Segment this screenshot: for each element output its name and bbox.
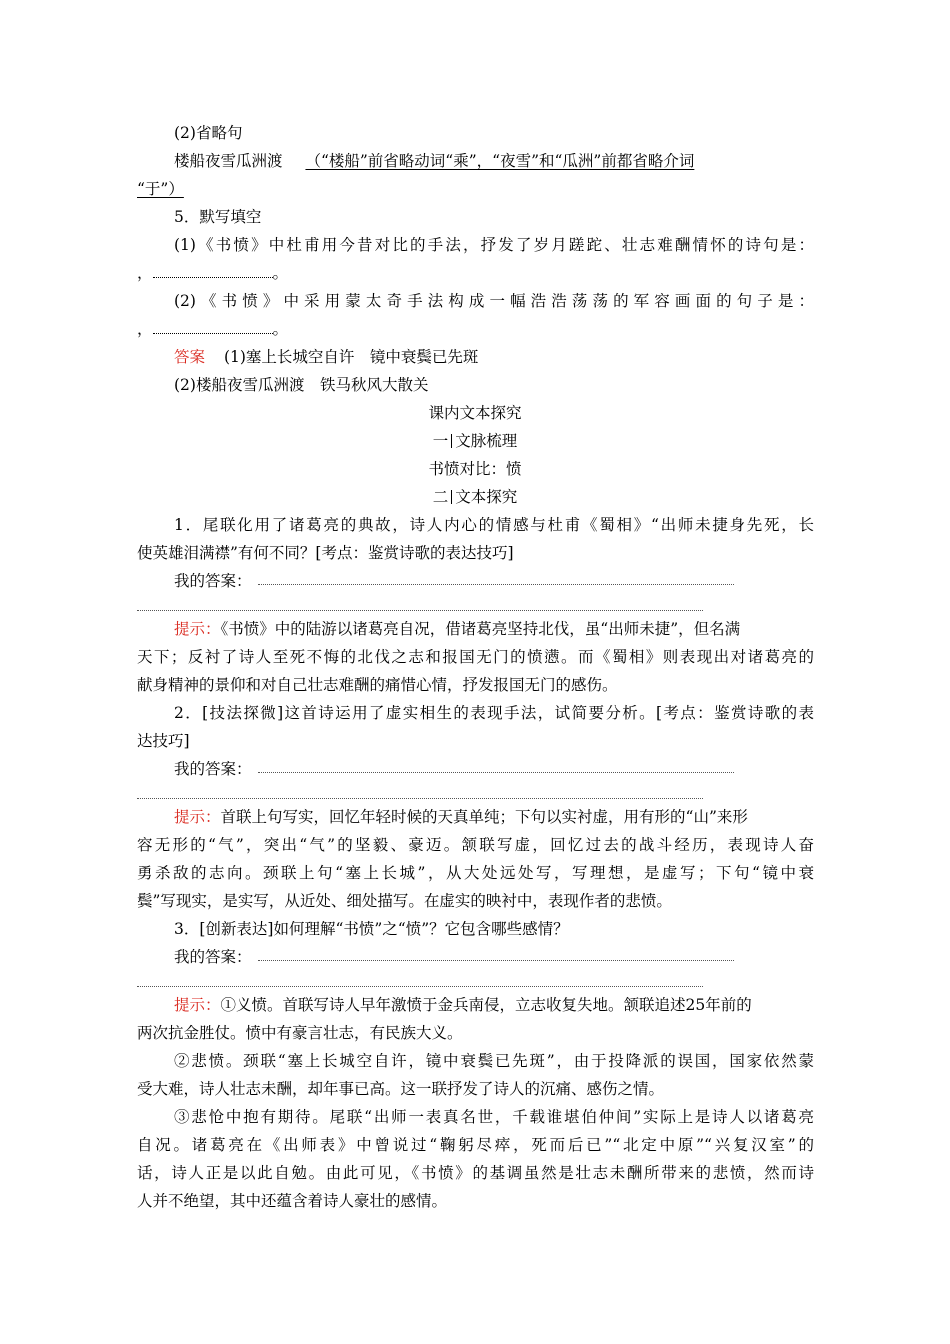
hint-text: 《书愤》中的陆游以诸葛亮自况，借诸葛亮坚持北伐，虽“出师未捷”，但名满 <box>220 620 741 638</box>
hint-1-line-1 <box>174 619 740 639</box>
heading-1-number: 一 <box>432 432 449 450</box>
hint-2-line-2: 容无形的“气”，突出“气”的坚毅、豪迈。颔联写虚，回忆过去的战斗经历，表现诗人奋 <box>137 836 814 854</box>
question-1-line-1: 1．尾联化用了诸葛亮的典故，诗人内心的情感与杜甫《蜀相》“出师未捷身先死，长 <box>174 516 814 534</box>
example-note-continued <box>137 179 184 199</box>
answer-2: (2)楼船夜雪瓜洲渡 铁马秋风大散关 <box>174 376 429 394</box>
heading-1 <box>0 431 950 451</box>
my-answer-label-2: 我的答案： <box>174 760 252 778</box>
fill-blank-row-1 <box>137 263 288 283</box>
divider <box>451 434 452 448</box>
question-1-line-2: 使英雄泪满襟”有何不同？[考点：鉴赏诗歌的表达技巧] <box>137 544 514 562</box>
hint-label: 提示： <box>174 620 221 638</box>
fill-blank-row-2 <box>137 319 288 339</box>
example-sentence: 楼船夜雪瓜洲渡 <box>174 152 283 170</box>
answer-label: 答案 <box>174 348 206 366</box>
period: 。 <box>272 264 289 282</box>
divider <box>451 490 452 504</box>
hint-1-line-2: 天下；反衬了诗人至死不悔的北伐之志和报国无门的愤懑。而《蜀相》则表现出对诸葛亮的 <box>137 648 814 666</box>
question-3: 3．[创新表达]如何理解“书愤”之“愤”？它包含哪些感情？ <box>174 920 569 938</box>
question-2-line-2: 达技巧] <box>137 732 190 750</box>
hint-3-line-6: 自况。诸葛亮在《出师表》中曾说过“鞠躬尽瘁，死而后已”“北定中原”“兴复汉室”的 <box>137 1136 814 1154</box>
answer-line[interactable] <box>137 798 703 799</box>
hint-3-line-2: 两次抗金胜仗。愤中有豪言壮志，有民族大义。 <box>137 1024 463 1042</box>
heading-2-number: 二 <box>432 488 449 506</box>
heading-main: 课内文本探究 <box>428 404 522 422</box>
hint-label: 提示： <box>174 996 221 1014</box>
heading-1-sub: 书愤对比：愤 <box>428 460 522 478</box>
answer-line[interactable] <box>258 584 734 585</box>
hint-3-line-8: 人并不绝望，其中还蕴含着诗人豪壮的感情。 <box>137 1192 448 1210</box>
example-line <box>174 151 694 171</box>
my-answer-label-3: 我的答案： <box>174 948 252 966</box>
my-answer-label-1: 我的答案： <box>174 572 252 590</box>
example-note-end: “于”） <box>137 180 184 198</box>
heading-2-text: 文本探究 <box>455 488 518 506</box>
hint-text: ①义愤。首联写诗人早年激愤于金兵南侵，立志收复失地。颔联追述25年前的 <box>220 996 752 1014</box>
hint-2-line-3: 勇杀敌的志向。颈联上句“塞上长城”，从大处远处写，写理想，是虚写；下句“镜中衰 <box>137 864 814 882</box>
section-title-ellipsis: (2)省略句 <box>174 124 243 142</box>
question-2-line-1: 2．[技法探微]这首诗运用了虚实相生的表现手法，试简要分析。[考点：鉴赏诗歌的表 <box>174 704 814 722</box>
hint-1-line-3: 献身精神的景仰和对自己壮志难酬的痛惜心情，抒发报国无门的感伤。 <box>137 676 618 694</box>
question-5-2: (2)《书愤》中采用蒙太奇手法构成一幅浩浩荡荡的军容画面的句子是： <box>174 292 814 310</box>
question-5-1: (1)《书愤》中杜甫用今昔对比的手法，抒发了岁月蹉跎、壮志难酬情怀的诗句是： <box>174 236 814 254</box>
answer-line[interactable] <box>137 986 703 987</box>
answer-line[interactable] <box>137 610 703 611</box>
hint-3-line-3: ②悲愤。颈联“塞上长城空自许，镜中衰鬓已先斑”，由于投降派的误国，国家依然蒙 <box>174 1052 814 1070</box>
fill-blank[interactable] <box>153 263 273 278</box>
hint-2-line-4: 鬓”写现实，是实写，从近处、细处描写。在虚实的映衬中，表现作者的悲愤。 <box>137 892 672 910</box>
example-note: （“楼船”前省略动词“乘”，“夜雪”和“瓜洲”前都省略介词 <box>305 152 695 170</box>
answer-line[interactable] <box>258 960 734 961</box>
hint-label: 提示： <box>174 808 221 826</box>
fill-blank[interactable] <box>153 319 273 334</box>
comma: ， <box>137 264 153 282</box>
heading-1-text: 文脉梳理 <box>455 432 518 450</box>
question-5-title: 5．默写填空 <box>174 208 262 226</box>
hint-3-line-4: 受大难，诗人壮志未酬，却年事已高。这一联抒发了诗人的沉痛、感伤之情。 <box>137 1080 665 1098</box>
comma: ， <box>137 320 153 338</box>
heading-2 <box>0 487 950 507</box>
hint-text: 首联上句写实，回忆年轻时候的天真单纯；下句以实衬虚，用有形的“山”来形 <box>220 808 748 826</box>
answer-line-1 <box>174 347 478 367</box>
period: 。 <box>272 320 289 338</box>
answer-1: (1)塞上长城空自许 镜中衰鬓已先斑 <box>223 348 479 366</box>
hint-3-line-1 <box>174 995 752 1015</box>
hint-2-line-1 <box>174 807 748 827</box>
hint-3-line-5: ③悲怆中抱有期待。尾联“出师一表真名世，千载谁堪伯仲间”实际上是诗人以诸葛亮 <box>174 1108 814 1126</box>
answer-line[interactable] <box>258 772 734 773</box>
hint-3-line-7: 话，诗人正是以此自勉。由此可见，《书愤》的基调虽然是壮志未酬所带来的悲愤，然而诗 <box>137 1164 814 1182</box>
